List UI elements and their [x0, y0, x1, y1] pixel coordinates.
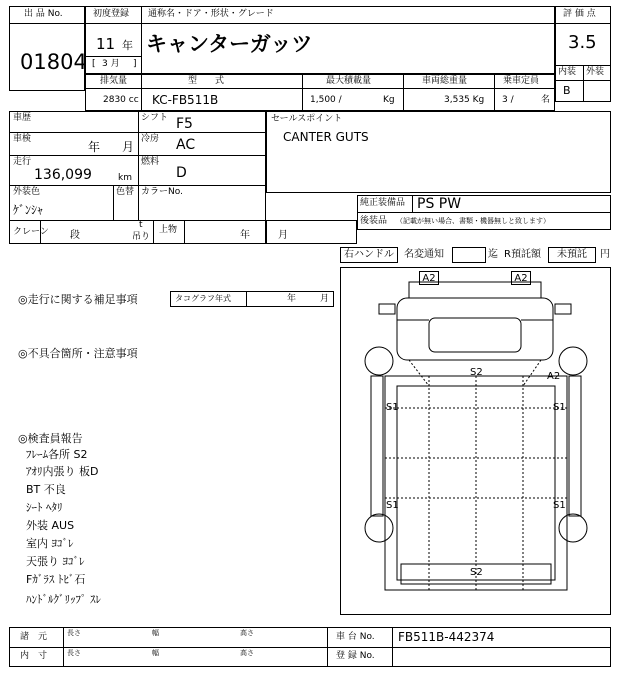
- max-load-label: 最大積載量: [326, 76, 372, 86]
- lot-number-label: 出 品 No.: [24, 9, 63, 19]
- dimensions-label: 諸 元: [20, 632, 48, 642]
- inspector-line: 室内 ﾖｺﾞﾚ: [26, 537, 74, 550]
- lot-number: 01804: [20, 50, 87, 74]
- inspection-month: 月: [122, 140, 135, 154]
- mileage: 136,099: [34, 167, 92, 183]
- driving-notes-label: ◎走行に関する補足事項: [18, 293, 138, 306]
- inspector-line: Fｶﾞﾗｽ ﾄﾋﾞ石: [26, 573, 86, 586]
- upper-body-label: 上物: [159, 225, 178, 235]
- truck-outline-diagram: [341, 268, 612, 616]
- inner-height-label: 高さ: [240, 649, 254, 657]
- tachograph-month: 月: [320, 294, 330, 304]
- damage-mark-s1-right-top: S1: [553, 402, 566, 413]
- color-code-label: カラーNo.: [141, 187, 183, 197]
- crane-t: t: [139, 220, 143, 230]
- damage-mark-s1-left-top: S1: [386, 402, 399, 413]
- recycle-deposit-unit: 円: [600, 249, 610, 260]
- capacity-unit: 名: [541, 95, 551, 105]
- name-change-suffix: 迄: [488, 249, 498, 260]
- inner-length-label: 長さ: [67, 649, 81, 657]
- displacement-label: 排気量: [100, 76, 128, 86]
- month-bracket-open: [: [92, 59, 96, 69]
- right-hand-drive-badge: 右ハンドル: [340, 247, 398, 263]
- registration-year: 11: [96, 35, 116, 53]
- capacity: 3 /: [502, 95, 514, 105]
- max-load-unit: Kg: [383, 95, 395, 105]
- crane-stage: 段: [70, 230, 80, 241]
- damage-mark-s1-right-bottom: S1: [553, 500, 566, 511]
- inspector-line: 天張り ﾖｺﾞﾚ: [26, 555, 85, 568]
- displacement: 2830 cc: [103, 95, 139, 105]
- capacity-label: 乗車定員: [503, 76, 540, 86]
- registration-year-unit: 年: [122, 39, 133, 52]
- width-label: 幅: [152, 629, 159, 637]
- damage-mark-a2-side: A2: [547, 371, 561, 382]
- inspector-line: ｱｵﾘ内張り 板D: [26, 465, 99, 478]
- damage-mark-a2-left: A2: [419, 271, 439, 285]
- inner-dimensions-label: 内 寸: [20, 651, 48, 661]
- color-change-label: 色替: [116, 187, 135, 197]
- chassis-number-label: 車 台 No.: [336, 632, 375, 642]
- interior-grade: B: [563, 84, 571, 97]
- mileage-label: 走行: [13, 157, 32, 167]
- first-registration-label: 初度登録: [93, 9, 130, 19]
- shift-value: F5: [176, 116, 193, 132]
- exterior-color: ｹﾞﾝｼｬ: [13, 203, 44, 217]
- registration-month: 3 月: [102, 59, 120, 69]
- shift-label: シフト: [141, 113, 169, 123]
- interior-grade-label: 内装: [558, 67, 577, 77]
- sales-point-label: セールスポイント: [271, 114, 343, 124]
- inner-width-label: 幅: [152, 649, 159, 657]
- name-change-date-box: [452, 247, 486, 263]
- gross-weight-label: 車両総重量: [422, 76, 468, 86]
- damage-mark-a2-right: A2: [511, 271, 531, 285]
- inspector-line: ﾌﾚｰﾑ各所 S2: [26, 448, 88, 461]
- tachograph-label: タコグラフ年式: [175, 294, 231, 303]
- upper-month: 月: [278, 230, 288, 241]
- car-name-label: 通称名・ドア・形状・グレード: [148, 9, 274, 19]
- inspection-label: 車検: [13, 134, 32, 144]
- genuine-equipment: PS PW: [417, 196, 462, 212]
- inspector-report-label: ◎検査員報告: [18, 432, 83, 445]
- height-label: 高さ: [240, 629, 254, 637]
- crane-label: クレーン: [13, 227, 49, 237]
- ac-value: AC: [176, 137, 196, 153]
- model-code: KC-FB511B: [152, 93, 219, 107]
- inspector-line: 外装 AUS: [26, 519, 75, 532]
- exterior-grade-label: 外装: [586, 67, 605, 77]
- score-label: 評 価 点: [563, 9, 596, 19]
- crane-hang: 吊り: [132, 232, 151, 242]
- history-label: 車歴: [13, 113, 32, 123]
- damage-mark-s1-left-bottom: S1: [386, 500, 399, 511]
- chassis-number: FB511B-442374: [398, 630, 495, 644]
- ac-label: 冷房: [141, 134, 160, 144]
- gross-weight: 3,535 Kg: [444, 95, 485, 105]
- registration-number-label: 登 録 No.: [336, 651, 375, 661]
- recycle-deposit-label: R預託額: [504, 249, 541, 260]
- aftermarket-label: 後装品: [360, 216, 388, 226]
- fuel-label: 燃料: [141, 157, 160, 167]
- genuine-equipment-label: 純正装備品: [360, 198, 406, 208]
- damage-mark-s2-top: S2: [470, 367, 483, 378]
- model-label: 型 式: [188, 76, 225, 86]
- mileage-unit: km: [118, 173, 132, 183]
- fuel-value: D: [176, 165, 187, 181]
- inspector-line: ｼｰﾄ ﾍﾀﾘ: [26, 501, 63, 514]
- upper-year: 年: [240, 230, 250, 241]
- sales-point-text: CANTER GUTS: [283, 130, 369, 144]
- max-load: 1,500 /: [310, 95, 342, 105]
- month-bracket-close: ]: [133, 59, 137, 69]
- exterior-color-label: 外装色: [13, 187, 41, 197]
- recycle-deposit-status: 未預託: [548, 247, 596, 263]
- inspector-line: BT 不良: [26, 483, 66, 496]
- overall-score: 3.5: [568, 32, 597, 53]
- length-label: 長さ: [67, 629, 81, 637]
- name-change-label: 名変通知: [404, 249, 444, 260]
- damage-diagram: [340, 267, 611, 615]
- inspector-line: ﾊﾝﾄﾞﾙｸﾞﾘｯﾌﾟ ｽﾚ: [26, 593, 101, 606]
- defects-label: ◎不具合箇所・注意事項: [18, 347, 138, 360]
- tachograph-year: 年: [287, 294, 297, 304]
- damage-mark-s2-bottom: S2: [470, 567, 483, 578]
- inspection-year: 年: [88, 140, 101, 154]
- car-name: キャンターガッツ: [146, 32, 313, 56]
- aftermarket-note: （記載が無い場合、書類・機器無しと致します）: [396, 217, 550, 225]
